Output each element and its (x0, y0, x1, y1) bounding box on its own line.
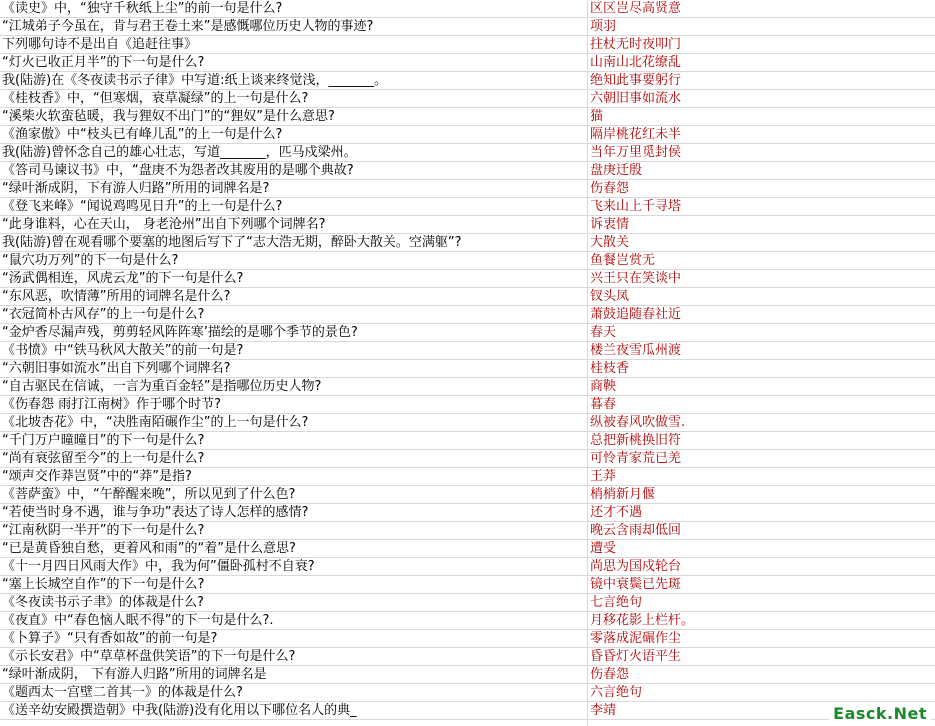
answer-cell: 兴王只在笑谈中 (590, 271, 682, 286)
question-cell: 《伤春怨 雨打江南树》作于哪个时节? (2, 397, 222, 412)
answer-cell: 大散关 (590, 235, 630, 250)
question-cell: “金炉香尽漏声残，剪剪轻风阵阵寒’描绘的是哪个季节的景色? (2, 325, 358, 340)
answer-cell: 飞来山上千寻塔 (590, 199, 682, 214)
question-cell: 《夜直》中“春色恼人眠不得”的下一句是什么?. (2, 613, 274, 628)
table-row (0, 414, 935, 432)
question-cell: 《送辛幼安殿撰造朝》中我(陆游)没有化用以下哪位名人的典_ (2, 703, 357, 718)
question-cell: 我(陆游)曾在观看哪个要塞的地图后写下了“志大浩无期，醉卧大散关。空满躯”? (2, 235, 462, 250)
table-row (0, 378, 935, 396)
answer-cell: 春天 (590, 325, 617, 340)
question-cell: 《示长安君》中“草草杯盘供笑语”的下一句是什么? (2, 649, 296, 664)
table-row (0, 288, 935, 306)
answer-cell: 可怜青家荒已羌 (590, 451, 682, 466)
answer-cell: 猫 (590, 109, 604, 124)
question-cell: “衣冠简朴古风存”的上一句是什么? (2, 307, 205, 322)
question-cell: “绿叶渐成阴， 下有游人归路”所用的词牌名是 (2, 667, 267, 682)
question-cell: 下列哪句诗不是出自《追赶往事》 (2, 37, 198, 52)
question-cell: “自古驱民在信诚，一言为重百金轻”是指哪位历史人物? (2, 379, 322, 394)
answer-cell: 暮春 (590, 397, 617, 412)
table-row (0, 0, 935, 18)
table-row (0, 252, 935, 270)
table-row (0, 270, 935, 288)
question-cell: “江南秋阴一半开”的下一句是什么? (2, 523, 205, 538)
question-cell: 《登飞来峰》“闻说鸡鸣见日升”的上一句是什么? (2, 199, 283, 214)
table-row (0, 18, 935, 36)
table-row (0, 396, 935, 414)
table-row (0, 648, 935, 666)
answer-cell: 昏昏灯火语平生 (590, 649, 682, 664)
question-cell: “此身谁料，心在天山， 身老沧州”出自下列哪个词牌名? (2, 217, 326, 232)
question-cell: “千门万户曈曈日”的下一句是什么? (2, 433, 205, 448)
table-row (0, 522, 935, 540)
answer-cell: 钗头凤 (590, 289, 630, 304)
row-divider (0, 719, 935, 720)
answer-cell: 楼兰夜雪瓜州渡 (590, 343, 682, 358)
table-row (0, 702, 935, 720)
question-cell: “尚有衰弦留至今”的上一句是什么? (2, 451, 205, 466)
question-cell: “溪柴火软蛮毡暖，我与狸奴不出门”的“狸奴”是什么意思? (2, 109, 335, 124)
answer-cell: 尚思为国戍轮台 (590, 559, 682, 574)
answer-cell: 伤春怨 (590, 181, 630, 196)
answer-cell: 盘庚迁殷 (590, 163, 643, 178)
answer-cell: 诉衷情 (590, 217, 630, 232)
answer-cell: 七言绝句 (590, 595, 643, 610)
table-row (0, 504, 935, 522)
table-row (0, 144, 935, 162)
question-cell: 我(陆游)曾怀念自己的雄心壮志，写道_______，匹马戍梁州。 (2, 145, 357, 160)
answer-cell: 六言绝句 (590, 685, 643, 700)
answer-cell: 山南山北花缭乱 (590, 55, 682, 70)
question-cell: “东风恶，吹情薄”所用的词牌名是什么? (2, 289, 231, 304)
table-row (0, 612, 935, 630)
answer-cell: 遭受 (590, 541, 617, 556)
watermark-logo: Easck.Net (829, 704, 931, 723)
question-cell: 《北坡杏花》中，“决胜南陌碾作尘”的上一句是什么? (2, 415, 309, 430)
answer-cell: 鱼餐岂赏无 (590, 253, 656, 268)
answer-cell: 还才不遇 (590, 505, 643, 520)
answer-cell: 萧鼓追随春社近 (590, 307, 682, 322)
answer-cell: 晚云含雨却低回 (590, 523, 682, 538)
answer-cell: 梢梢新月偃 (590, 487, 656, 502)
question-cell: “灯火已收正月半”的下一句是什么? (2, 55, 205, 70)
question-cell: “汤武偶相连，风虎云龙”的下一句是什么? (2, 271, 244, 286)
table-row (0, 666, 935, 684)
table-row (0, 450, 935, 468)
question-cell: “绿叶渐成阴，下有游人归路”所用的词牌名是? (2, 181, 270, 196)
question-cell: 《读史》中，“独守千秋纸上尘”的前一句是什么? (2, 1, 283, 16)
table-row (0, 486, 935, 504)
table-row (0, 540, 935, 558)
question-cell: “塞上长城空自作”的下一句是什么? (2, 577, 205, 592)
table-row (0, 54, 935, 72)
answer-cell: 隔岸桃花红未半 (590, 127, 682, 142)
table-row (0, 558, 935, 576)
table-row (0, 72, 935, 90)
table-row (0, 216, 935, 234)
table-row (0, 36, 935, 54)
table-row (0, 594, 935, 612)
answer-cell: 项羽 (590, 19, 617, 34)
table-row (0, 468, 935, 486)
question-cell: 《答司马谏议书》中，“盘庚不为怨者改其废用的是哪个典故? (2, 163, 354, 178)
answer-cell: 伤春怨 (590, 667, 630, 682)
answer-cell: 桂枝香 (590, 361, 630, 376)
answer-cell: 纵被春风吹做雪. (590, 415, 686, 430)
table-row (0, 342, 935, 360)
question-cell: 《菩萨蛮》中，“午醉醒来晚”，所以见到了什么色? (2, 487, 296, 502)
question-cell: “鼠穴功万列”的下一句是什么? (2, 253, 179, 268)
answer-cell: 零落成泥碾作尘 (590, 631, 682, 646)
question-cell: 《桂枝香》中，“但寒烟，衰草凝绿”的上一句是什么? (2, 91, 309, 106)
table-row (0, 108, 935, 126)
table-row (0, 180, 935, 198)
answer-cell: 绝知此事要躬行 (590, 73, 682, 88)
table-row (0, 432, 935, 450)
table-row (0, 630, 935, 648)
answer-cell: 王莽 (590, 469, 617, 484)
answer-cell: 总把新桃换旧符 (590, 433, 682, 448)
question-cell: 《十一月四日风雨大作》中，我为何”僵卧孤村不自衰? (2, 559, 315, 574)
table-row (0, 360, 935, 378)
answer-cell: 六朝旧事如流水 (590, 91, 682, 106)
answer-cell: 月移花影上栏杆。 (590, 613, 695, 628)
answer-cell: 镜中衰鬓已先斑 (590, 577, 682, 592)
question-cell: 《渔家傲》中“枝头已有峰儿乱”的上一句是什么? (2, 127, 283, 142)
question-cell: 《冬夜读书示子聿》的体裁是什么? (2, 595, 204, 610)
answer-cell: 区区岂尽高贤意 (590, 1, 682, 16)
answer-cell: 拄杖无时夜叩门 (590, 37, 682, 52)
question-cell: “六朝旧事如流水”出自下列哪个词牌名? (2, 361, 231, 376)
table-row (0, 162, 935, 180)
table-row (0, 684, 935, 702)
answer-cell: 李靖 (590, 703, 617, 718)
question-cell: 《卜算子》“只有香如故”的前一句是? (2, 631, 218, 646)
table-row (0, 198, 935, 216)
table-row (0, 576, 935, 594)
question-cell: 《书愤》中“铁马秋风大散关”的前一句是? (2, 343, 244, 358)
table-row (0, 234, 935, 252)
table-row (0, 90, 935, 108)
answer-cell: 商鞅 (590, 379, 617, 394)
question-cell: 《题西太一宫壁二首其一》的体裁是什么? (2, 685, 243, 700)
question-cell: “颂声交作莽岂贤”中的“莽”是指? (2, 469, 192, 484)
question-cell: 我(陆游)在《冬夜读书示子律》中写道:纸上谈来终觉浅，_______。 (2, 73, 388, 88)
table-row (0, 306, 935, 324)
question-cell: “若使当时身不遇，谁与争功”表达了诗人怎样的感情? (2, 505, 309, 520)
table-row (0, 126, 935, 144)
question-cell: “江城弟子今虽在，肯与君王卷土来”是感慨哪位历史人物的事迹? (2, 19, 374, 34)
answer-cell: 当年万里觅封侯 (590, 145, 682, 160)
question-cell: “已是黄昏独自愁，更着风和雨”的“着”是什么意思? (2, 541, 296, 556)
table-row (0, 324, 935, 342)
